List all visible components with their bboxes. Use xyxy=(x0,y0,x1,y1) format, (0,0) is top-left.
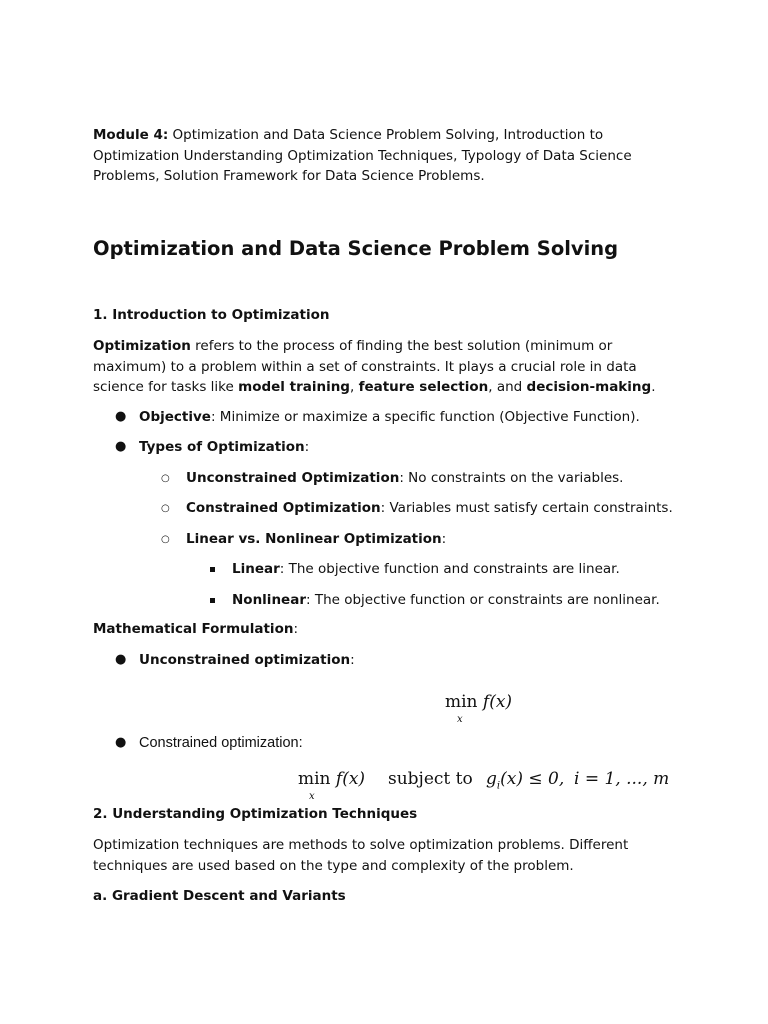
list-item-constrained: Constrained Optimization: Variables must satisfy certain constraints. xyxy=(186,500,673,516)
optimization-term: Optimization xyxy=(93,338,191,354)
bullet-dot-icon: ● xyxy=(115,652,127,667)
list-item-objective: Objective: Minimize or maximize a specific function (Objective Function). xyxy=(139,409,640,425)
bullet-circle-icon: ○ xyxy=(161,473,170,484)
section1-heading: 1. Introduction to Optimization xyxy=(93,307,330,323)
subject-to-text: subject to xyxy=(388,769,473,789)
section2-heading: 2. Understanding Optimization Techniques xyxy=(93,806,418,822)
unconstrained-formula: min f(x) xyxy=(445,692,513,712)
list-item-constrained-optimization: Constrained optimization: xyxy=(139,735,303,751)
module-summary xyxy=(93,125,678,187)
constraint-expression: $g_i(x) \le 0$, xyxy=(486,769,565,792)
list-item-unconstrained: Unconstrained Optimization: No constraints on the variables. xyxy=(186,470,624,486)
list-item-nonlinear: Nonlinear: The objective function or constraints are nonlinear. xyxy=(232,592,660,608)
index-range: i = 1, ..., m xyxy=(574,769,670,789)
module-label: Module 4: xyxy=(93,127,169,143)
list-item-unconstrained-optimization: Unconstrained optimization: xyxy=(139,652,355,668)
constrained-formula: min f(x) xyxy=(298,769,366,789)
formulation-heading: Mathematical Formulation: xyxy=(93,621,299,637)
page-title: Optimization and Data Science Problem Solving xyxy=(93,237,619,260)
section2-subheading: a. Gradient Descent and Variants xyxy=(93,888,346,904)
list-item-types: Types of Optimization: xyxy=(139,439,310,455)
bullet-square-icon xyxy=(210,598,215,603)
list-item-linear-vs-nonlinear: Linear vs. Nonlinear Optimization: xyxy=(186,531,447,547)
bullet-dot-icon: ● xyxy=(115,735,127,750)
section1-paragraph: Optimization refers to the process of finding the best solution (minimum or maximum) to a problem within a set of constraints. It plays a crucial role in data science for tasks like model training, feature selection, and decision-making. xyxy=(93,338,656,395)
bullet-square-icon xyxy=(210,567,215,572)
bullet-dot-icon: ● xyxy=(115,409,127,424)
section2-paragraph: Optimization techniques are methods to solve optimization problems. Different techniques are used based on the type and complexity of the problem. xyxy=(93,837,629,874)
bullet-dot-icon: ● xyxy=(115,439,127,454)
unconstrained-formula-subscript: x xyxy=(457,714,463,725)
constrained-formula-subscript: x xyxy=(309,791,315,802)
bullet-circle-icon: ○ xyxy=(161,503,170,514)
module-text: Optimization and Data Science Problem Solving, Introduction to Optimization Understanding Optimization Techniques, Typology of Data Science Problems, Solution Framework for Data Science Problems. xyxy=(93,127,632,184)
bullet-circle-icon: ○ xyxy=(161,534,170,545)
list-item-linear: Linear: The objective function and constraints are linear. xyxy=(232,561,620,577)
